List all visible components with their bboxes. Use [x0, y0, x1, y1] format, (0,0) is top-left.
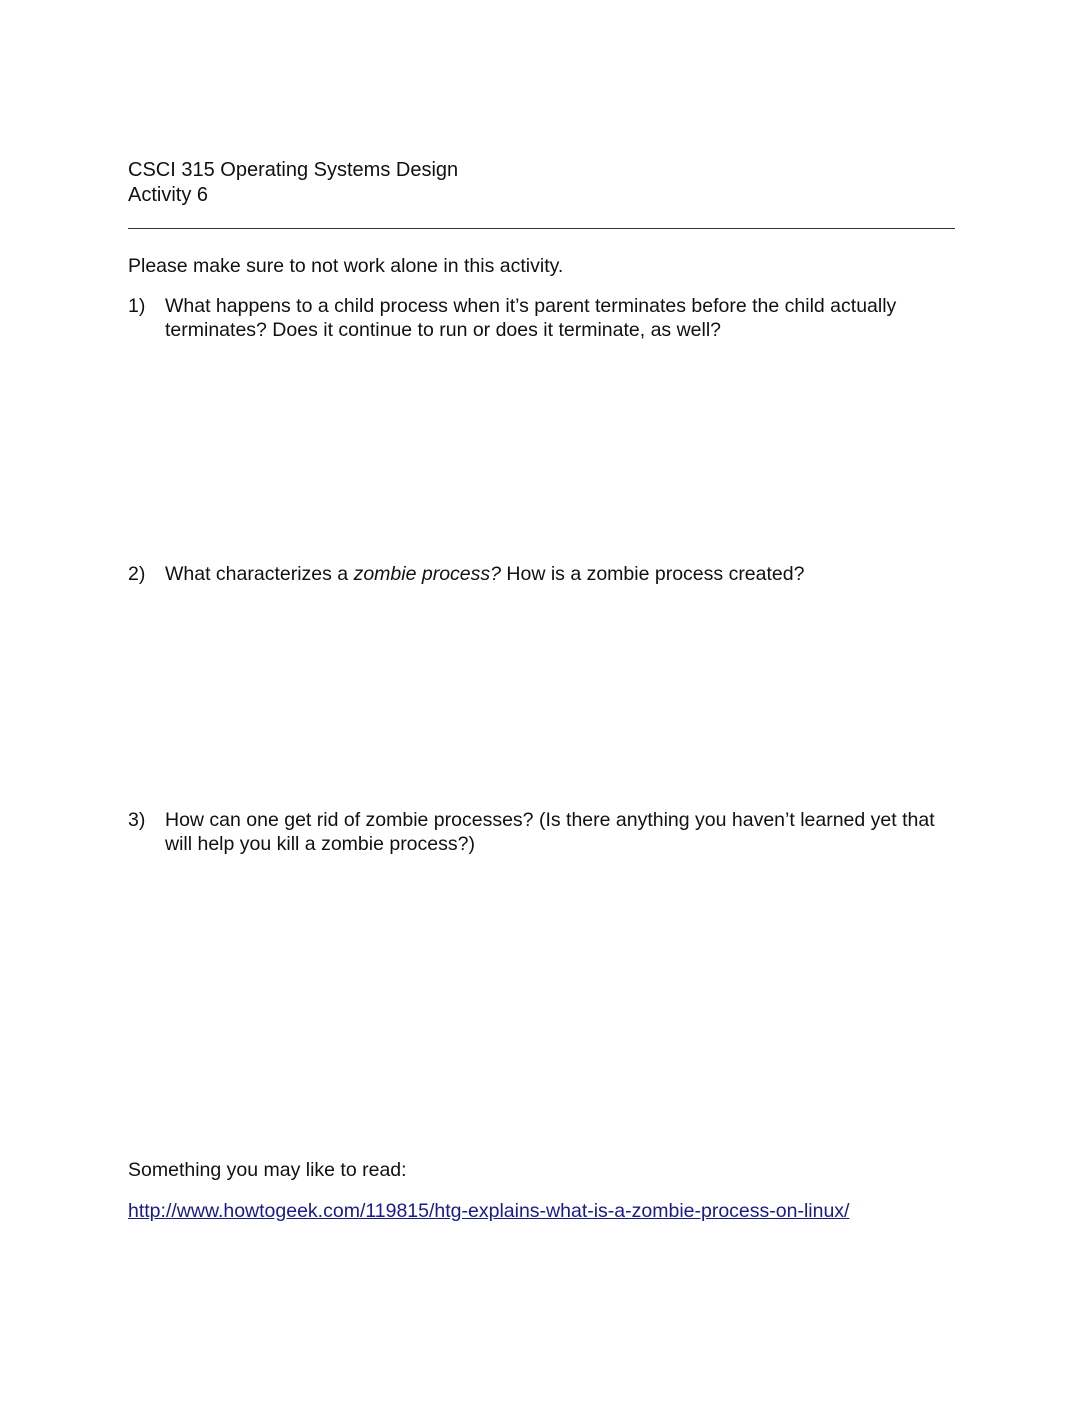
question-2-text — [165, 562, 958, 586]
question-2-number: 2) — [128, 563, 146, 585]
intro-text: Please make sure to not work alone in this activity. — [128, 255, 564, 277]
question-1-number: 1) — [128, 295, 146, 317]
reading-link[interactable]: http://www.howtogeek.com/119815/htg-explains-what-is-a-zombie-process-on-linux/ — [128, 1200, 850, 1222]
course-title: CSCI 315 Operating Systems Design — [128, 159, 459, 181]
question-1-text: What happens to a child process when it’s parent terminates before the child actually terminates? Does it continue to run or does it terminate, as well? — [165, 295, 897, 341]
question-2-text-before: What characterizes a — [165, 563, 354, 585]
activity-title: Activity 6 — [128, 184, 209, 206]
document-header — [128, 158, 958, 208]
header-divider — [128, 228, 955, 229]
reading-label: Something you may like to read: — [128, 1159, 407, 1181]
question-3-number: 3) — [128, 809, 146, 831]
question-3-text: How can one get rid of zombie processes? (Is there anything you haven’t learned yet that will help you kill a zombie process?) — [165, 809, 935, 855]
question-2-emphasis: zombie process? — [353, 563, 501, 585]
question-2 — [128, 562, 958, 586]
question-2-text-after: How is a zombie process created? — [500, 563, 805, 585]
question-3 — [128, 808, 958, 856]
question-1 — [128, 294, 958, 342]
